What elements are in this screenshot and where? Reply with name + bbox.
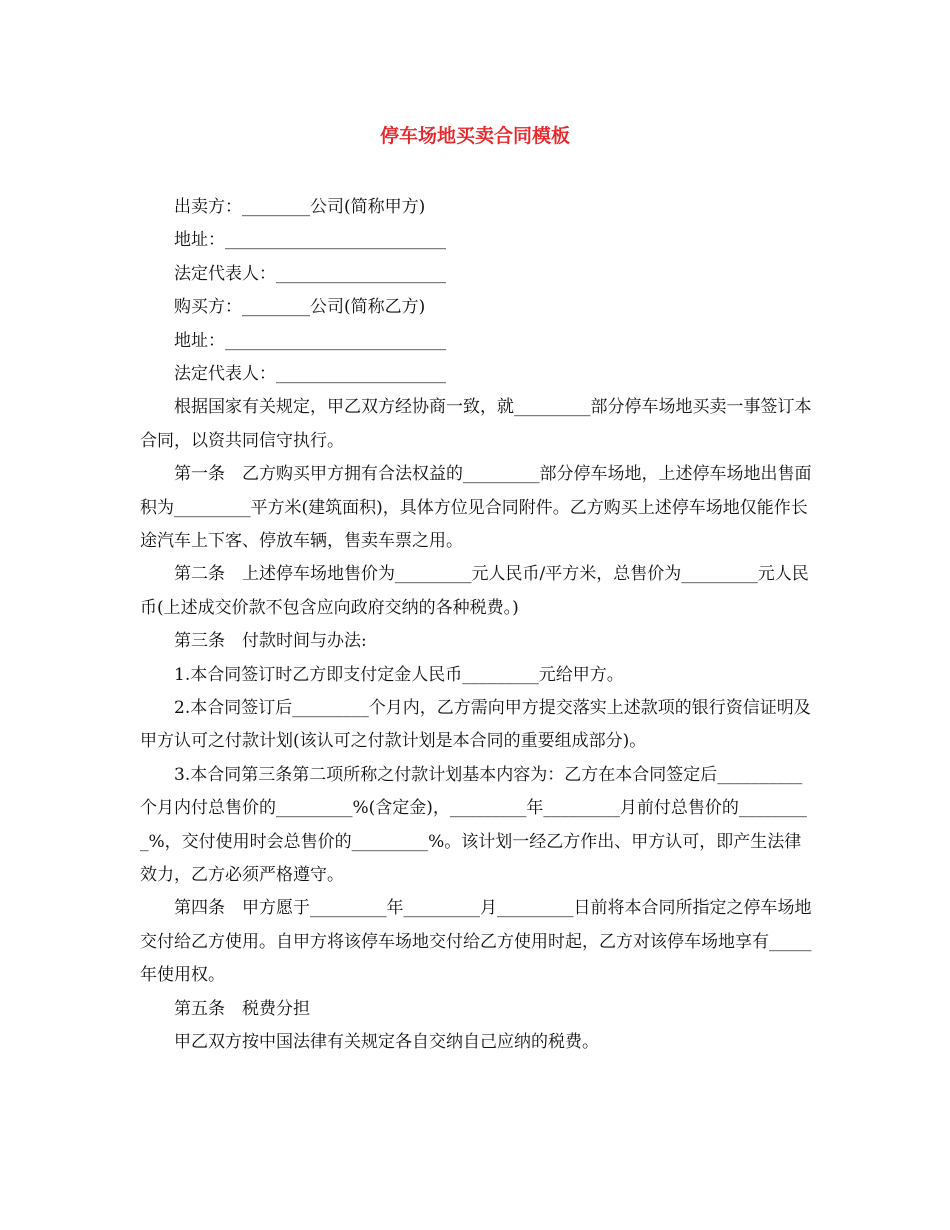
article-4-paragraph: 第四条 甲方愿于_________年_________月_________日前将本合同所指定之停车场地交付给乙方使用。自甲方将该停车场地交付给乙方使用时起，乙方对该停车场地享有_____年使用权。 (140, 898, 812, 986)
document-title: 停车场地买卖合同模板 (379, 125, 570, 147)
buyer-representative-line: 法定代表人：____________________ (174, 363, 446, 384)
article-3-item-2: 2.本合同签订后_________个月内，乙方需向甲方提交落实上述款项的银行资信证明及甲方认可之付款计划(该认可之付款计划是本合同的重要组成部分)。 (140, 698, 811, 752)
seller-representative-line: 法定代表人：____________________ (174, 263, 446, 284)
article-1-paragraph: 第一条 乙方购买甲方拥有合法权益的_________部分停车场地，上述停车场地出售面积为_________平方米(建筑面积)，具体方位见合同附件。乙方购买上述停车场地仅能作长途汽车上下客、停放车辆，售卖车票之用。 (140, 464, 812, 551)
buyer-line: 购买方：________公司(简称乙方) (174, 297, 426, 318)
document-body (140, 191, 812, 1059)
article-3-item-3: 3.本合同第三条第二项所称之付款计划基本内容为：乙方在本合同签定后__________个月内付总售价的_________%(含定金)，_________年_________月前付总售价的_________%，交付使用时会总售价的_________%。该计划一经乙方作出、甲方认可，即产生法律效力，乙方必须严格遵守。 (140, 764, 807, 886)
article-3-item-1: 1.本合同签订时乙方即支付定金人民币_________元给甲方。 (174, 664, 624, 685)
seller-address-line: 地址：__________________________ (174, 230, 446, 251)
article-5-paragraph: 甲乙双方按中国法律有关规定各自交纳自己应纳的税费。 (174, 1032, 599, 1053)
buyer-address-line: 地址：__________________________ (174, 330, 446, 351)
seller-line: 出卖方：________公司(简称甲方) (174, 197, 426, 217)
preamble-paragraph: 根据国家有关规定，甲乙双方经协商一致，就_________部分停车场地买卖一事签订本合同，以资共同信守执行。 (140, 397, 812, 451)
article-3-heading: 第三条 付款时间与办法: (174, 631, 367, 652)
article-2-paragraph: 第二条 上述停车场地售价为_________元人民币/平方米，总售价为_________元人民币(上述成交价款不包含应向政府交纳的各种税费。) (140, 564, 809, 618)
article-5-heading: 第五条 税费分担 (174, 998, 310, 1019)
